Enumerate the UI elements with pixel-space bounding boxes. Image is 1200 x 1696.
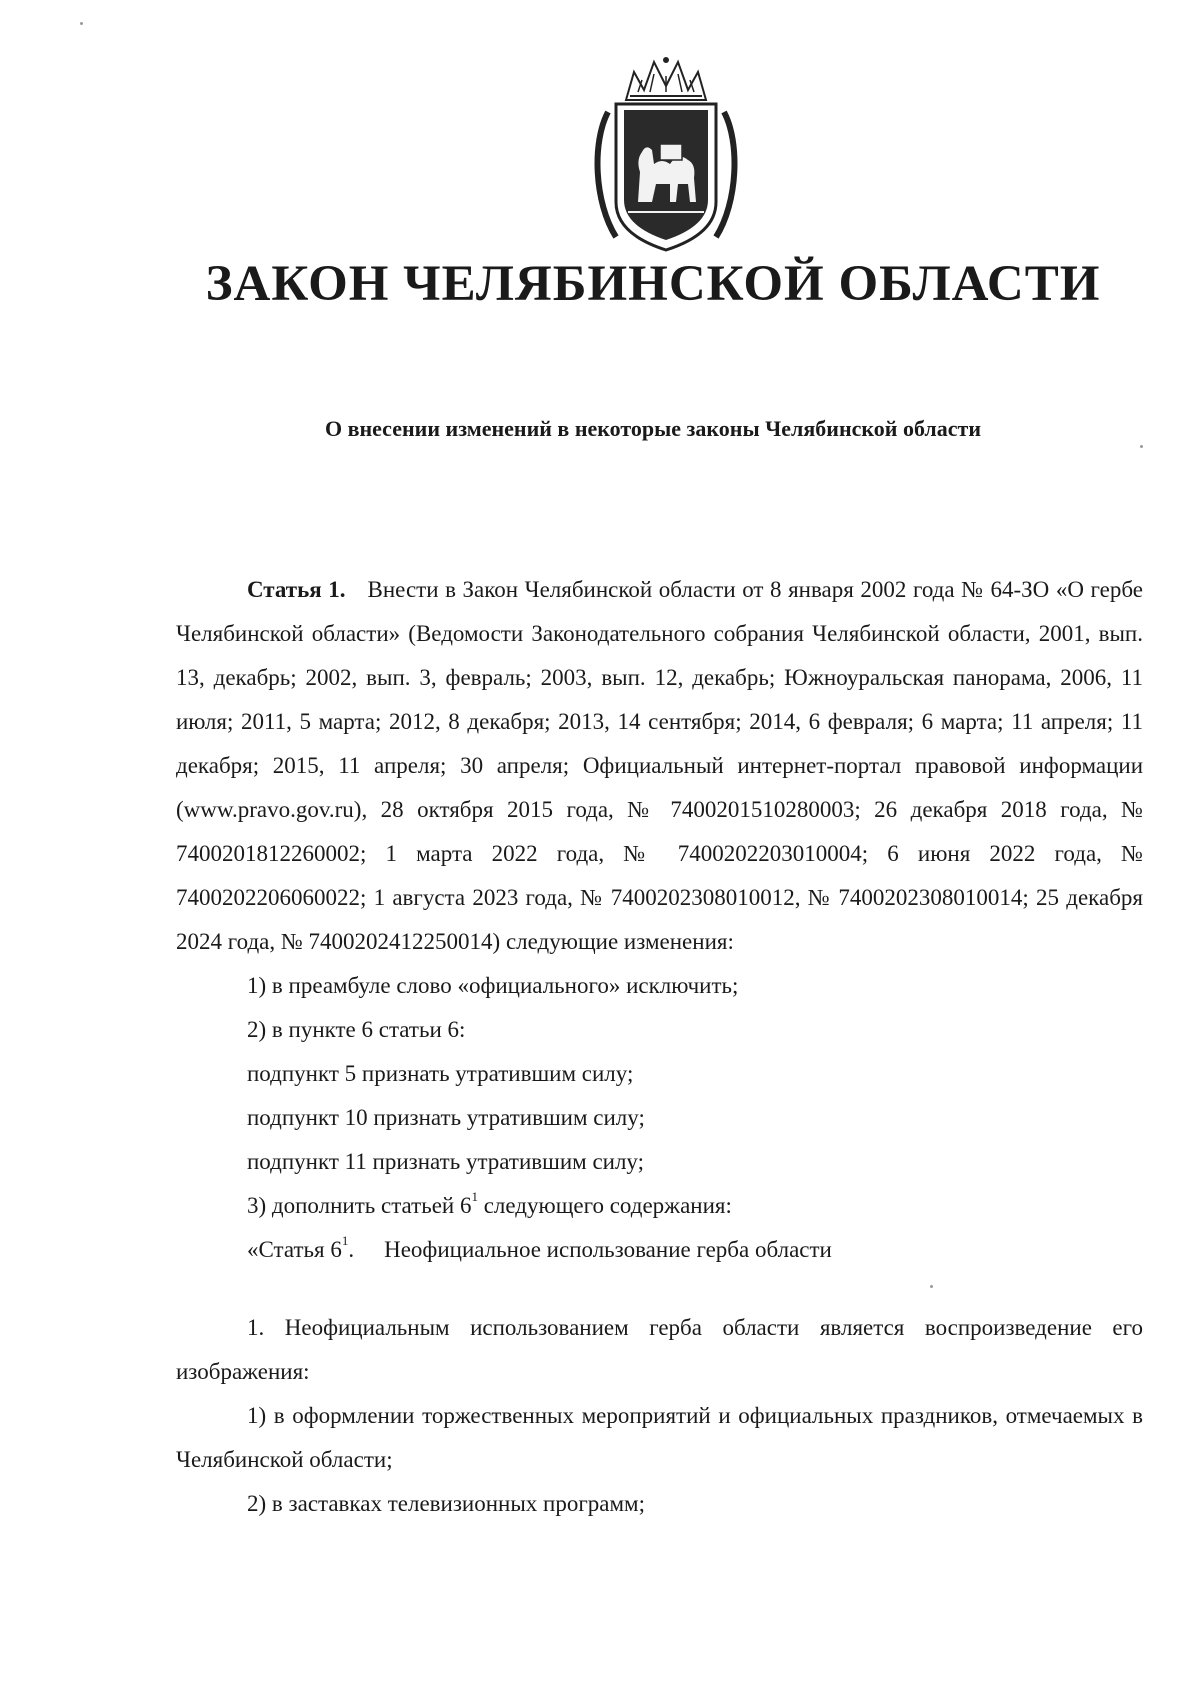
coat-of-arms-emblem	[586, 52, 746, 257]
item3-text: 3) дополнить статьей 6	[247, 1193, 472, 1218]
article-1-paragraph	[176, 568, 1143, 964]
list-item: подпункт 10 признать утратившим силу;	[247, 1105, 645, 1130]
document-body	[176, 568, 1143, 1526]
list-item: подпункт 11 признать утратившим силу;	[247, 1149, 645, 1174]
new-article-paragraph: 1. Неофициальным использованием герба области является воспроизведение его изображения:	[176, 1315, 1143, 1384]
article-1-label: Статья 1.	[247, 577, 346, 602]
new-article-label-end: .	[348, 1237, 355, 1262]
new-article-label: «Статья 6	[247, 1237, 342, 1262]
article-1-text: Внести в Закон Челябинской области от 8 января 2002 года № 64-ЗО «О гербе Челябинской области» (Ведомости Законодательного собрания Челябинской области, 2001, вып. 13, декабрь; 2002, вып. 3, февраль; 2003, вып. 12, декабрь; Южноуральская панорама, 2006, 11 июля; 2011, 5 марта; 2012, 8 декабря; 2013, 14 сентября; 2014, 6 февраля; 6 марта; 11 апреля; 11 декабря; 2015, 11 апреля; 30 апреля; Официальный интернет-портал правовой информации (www.pravo.gov.ru), 28 октября 2015 года, № 7400201510280003; 26 декабря 2018 года, № 7400201812260002; 1 марта 2022 года, № 7400202203010004; 6 июня 2022 года, № 7400202206060022; 1 августа 2023 года, № 7400202308010012, № 7400202308010014; 25 декабря 2024 года, № 7400202412250014) следующие изменения:	[176, 577, 1143, 954]
document-subtitle: О внесении изменений в некоторые законы Челябинской области	[324, 416, 981, 441]
scan-speck	[930, 1285, 933, 1288]
list-item: подпункт 5 признать утратившим силу;	[247, 1061, 634, 1086]
scan-speck	[80, 22, 83, 25]
new-article-title: Неофициальное использование герба области	[384, 1237, 832, 1262]
list-item: 2) в пункте 6 статьи 6:	[247, 1017, 466, 1042]
list-item: 2) в заставках телевизионных программ;	[247, 1491, 645, 1516]
superscript: 1	[341, 1233, 349, 1248]
list-item	[176, 1184, 1143, 1228]
list-item: 1) в преамбуле слово «официального» исключить;	[247, 973, 739, 998]
document-title: ЗАКОН ЧЕЛЯБИНСКОЙ ОБЛАСТИ	[205, 256, 1101, 312]
scan-speck	[1140, 445, 1143, 448]
superscript: 1	[471, 1189, 478, 1204]
list-item: 1) в оформлении торжественных мероприятий и официальных праздников, отмечаемых в Челябинской области;	[176, 1403, 1143, 1472]
item3-text-end: следующего содержания:	[477, 1193, 732, 1218]
new-article-heading	[176, 1228, 1143, 1272]
